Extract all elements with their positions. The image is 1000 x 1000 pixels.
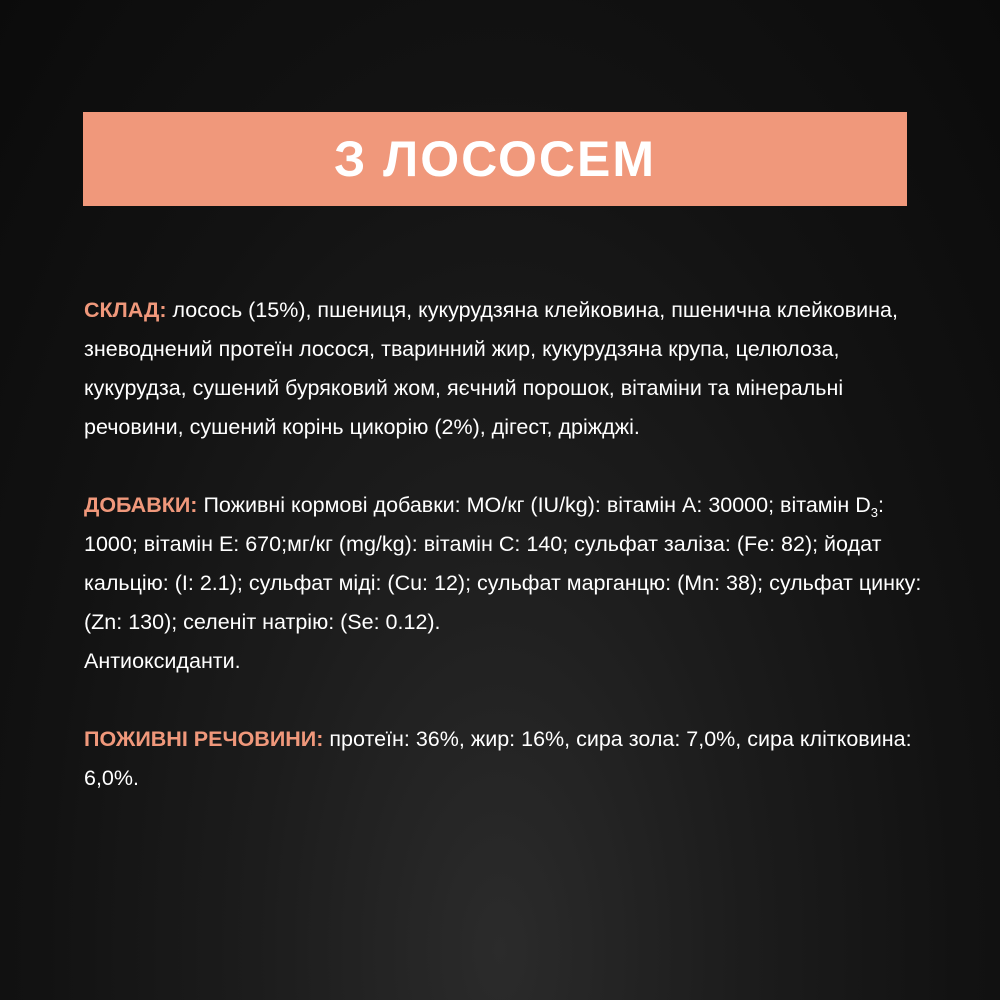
composition-text: лосось (15%), пшениця, кукурудзяна клейковина, пшенична клейковина, зневоднений протеїн лосося, тваринний жир, кукурудзяна крупа, целюлоза, кукурудза, сушений буряковий жом, яєчний порошок, вітаміни та мінеральні речовини, сушений корінь цикорію (2%), дігест, дріжджі. [84, 298, 898, 439]
composition-section [84, 291, 924, 447]
nutrients-text: протеїн: 36%, жир: 16%, сира зола: 7,0%, сира клітковина: 6,0%. [84, 727, 912, 790]
vitamin-d-subscript: 3 [870, 505, 878, 520]
additives-text-end: : 1000; вітамін E: 670;мг/кг (mg/kg): вітамін C: 140; сульфат заліза: (Fe: 82); йодат кальцію: (I: 2.1); сульфат міді: (Cu: 12); сульфат марганцю: (Mn: 38); сульфат цинку: (Zn: 130); селеніт натрію: (Se: 0.12). [84, 493, 922, 634]
composition-label: СКЛАД: [84, 298, 167, 322]
antioxidants-text: Антиоксиданти. [84, 649, 241, 673]
additives-label: ДОБАВКИ: [84, 493, 198, 517]
nutrients-section [84, 720, 924, 798]
additives-section [84, 486, 924, 681]
additives-text-start: Поживні кормові добавки: МО/кг (IU/kg): вітамін A: 30000; вітамін D [197, 493, 871, 517]
ingredients-content [84, 291, 924, 798]
title-banner [83, 112, 907, 206]
nutrients-label: ПОЖИВНІ РЕЧОВИНИ: [84, 727, 324, 751]
page-title: З ЛОСОСЕМ [333, 131, 657, 187]
